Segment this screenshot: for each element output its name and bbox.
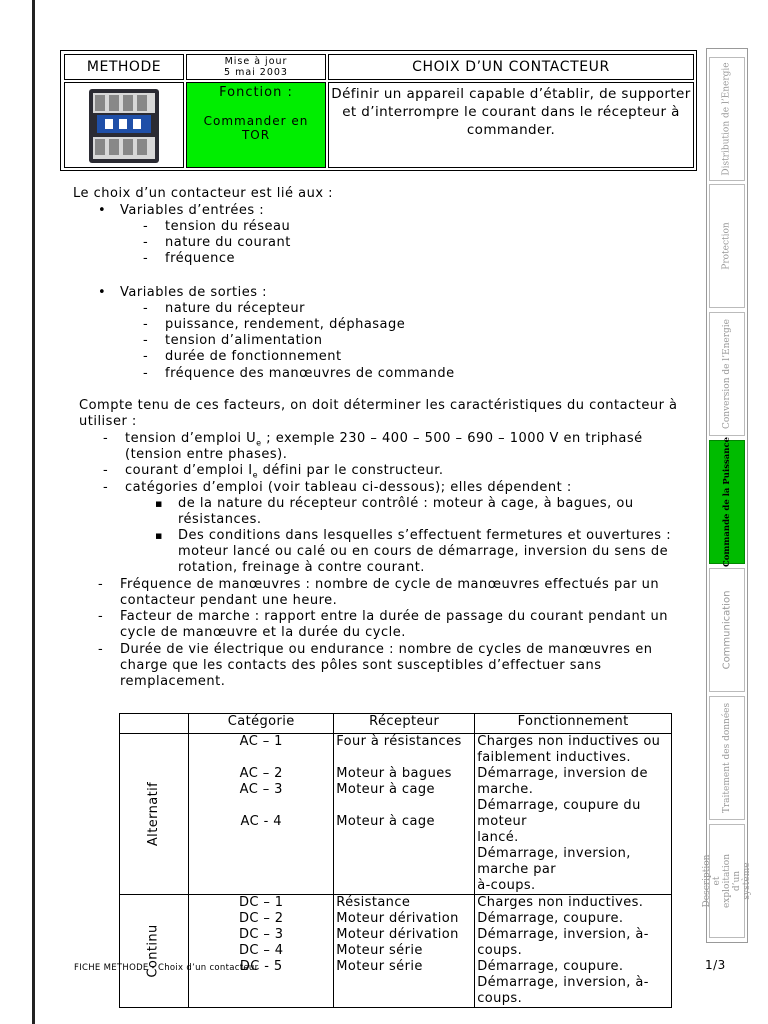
index-description[interactable]: Description et exploitation d’un système (709, 824, 745, 938)
fonctionnement-cell: Charges non inductives ou faiblement inductives. Démarrage, inversion de marche. Démarrage, coupure du moteur lancé. Démarrage, inversion, marche par à-coups. (475, 734, 672, 895)
methode-label: METHODE (64, 54, 184, 80)
recepteur-cell: Résistance Moteur dérivation Moteur dérivation Moteur série Moteur série (334, 895, 475, 1008)
spec-courant: - courant d’emploi $I_e$ défini par le constructeur. (125, 463, 444, 484)
definition-text: Définir un appareil capable d’établir, de supporter et d’interrompre le courant dans le récepteur à commander. (328, 82, 694, 168)
output-item: - tension d’alimentation (165, 333, 323, 349)
spec-sub-conditions-cont: rotation, freinage à contre courant. (178, 560, 425, 575)
intro-text: Le choix d’un contacteur est lié aux : (73, 186, 334, 201)
index-distribution[interactable]: Distribution de l’Energie (709, 57, 745, 181)
side-index (702, 48, 752, 943)
spec-facteur-cont: cycle de manœuvre et la durée du cycle. (120, 625, 406, 640)
output-item: - nature du récepteur (165, 301, 305, 317)
spec-facteur: - Facteur de marche : rapport entre la durée de passage du courant pendant un (120, 609, 668, 625)
index-protection[interactable]: Protection (709, 184, 745, 308)
spec-sub-conditions-cont: moteur lancé ou calé ou en cours de démarrage, inversion du sens de (178, 544, 669, 559)
fonctionnement-cell: Charges non inductives. Démarrage, coupure. Démarrage, inversion, à-coups. Démarrage, coupure. Démarrage, inversion, à-coups. (475, 895, 672, 1008)
input-item: - fréquence (165, 251, 235, 267)
contactor-image (65, 83, 183, 167)
categorie-cell: DC – 1 DC – 2 DC – 3 DC – 4 DC - 5 (189, 895, 334, 1008)
update-label: Mise à jour (224, 56, 288, 67)
index-conversion[interactable]: Conversion de l’Energie (709, 312, 745, 436)
spec-duree: - Durée de vie électrique ou endurance : nombre de cycles de manœuvres en (120, 642, 652, 658)
table-row (120, 895, 672, 1008)
spec-duree-cont: remplacement. (120, 674, 226, 689)
table-header-fonctionnement: Fonctionnement (475, 714, 672, 734)
page-margin-rule (32, 0, 35, 1024)
index-communication[interactable]: Communication (709, 568, 745, 692)
table-header-categorie: Catégorie (189, 714, 334, 734)
spec-categories: - catégories d’emploi (voir tableau ci-dessous); elles dépendent : (125, 480, 572, 496)
fonction-value-2: TOR (241, 128, 271, 142)
table-row (120, 734, 672, 895)
compte-line-1: Compte tenu de ces facteurs, on doit déterminer les caractéristiques du contacteur à (79, 398, 678, 413)
spec-duree-cont: charge que les contacts des pôles sont susceptibles d’effectuer sans (120, 658, 602, 673)
input-item: - tension du réseau (165, 219, 290, 235)
spec-sub-recepteur-cont: résistances. (178, 512, 262, 527)
spec-tension: - tension d’emploi $U_e$ ; exemple 230 – 400 – 500 – 690 – 1000 V en triphasé (125, 431, 643, 452)
spec-sub-recepteur: ▪ de la nature du récepteur contrôlé : moteur à cage, à bagues, ou (178, 496, 634, 512)
contactor-photo (64, 82, 184, 168)
fonction-label: Fonction : (219, 85, 293, 100)
footer-text: FICHE METHODE - Choix d’un contacteur (74, 963, 259, 973)
input-item: - nature du courant (165, 235, 291, 251)
fonction-box (186, 82, 326, 168)
index-traitement[interactable]: Traitement des données (709, 696, 745, 820)
inputs-heading: • Variables d’entrées : (120, 203, 264, 219)
index-commande-active[interactable]: Commande de la Puissance (709, 440, 745, 564)
outputs-heading: • Variables de sorties : (120, 285, 267, 301)
table-header-recepteur: Récepteur (334, 714, 475, 734)
document-title: CHOIX D’UN CONTACTEUR (328, 54, 694, 80)
update-value: 5 mai 2003 (224, 67, 288, 78)
output-item: - puissance, rendement, déphasage (165, 317, 405, 333)
output-item: - fréquence des manœuvres de commande (165, 366, 455, 382)
table-header-row (120, 714, 672, 734)
recepteur-cell: Four à résistances Moteur à bagues Moteur à cage Moteur à cage (334, 734, 475, 895)
spec-frequence: - Fréquence de manœuvres : nombre de cycle de manœuvres effectués par un (120, 577, 659, 593)
output-item: - durée de fonctionnement (165, 349, 342, 365)
update-date (186, 54, 326, 80)
spec-frequence-cont: contacteur pendant une heure. (120, 593, 338, 608)
group-continu: Continu (120, 895, 189, 1008)
compte-line-2: utiliser : (79, 414, 137, 429)
group-alternatif: Alternatif (120, 734, 189, 895)
page-number: 1/3 (705, 958, 726, 972)
spec-sub-conditions: ▪ Des conditions dans lesquelles s’effectuent fermetures et ouvertures : (178, 528, 671, 544)
categorie-cell: AC – 1 AC – 2 AC – 3 AC - 4 (189, 734, 334, 895)
fonction-value-1: Commander en (203, 114, 309, 128)
table-header-group (120, 714, 189, 734)
spec-tension-cont: (tension entre phases). (125, 447, 288, 462)
